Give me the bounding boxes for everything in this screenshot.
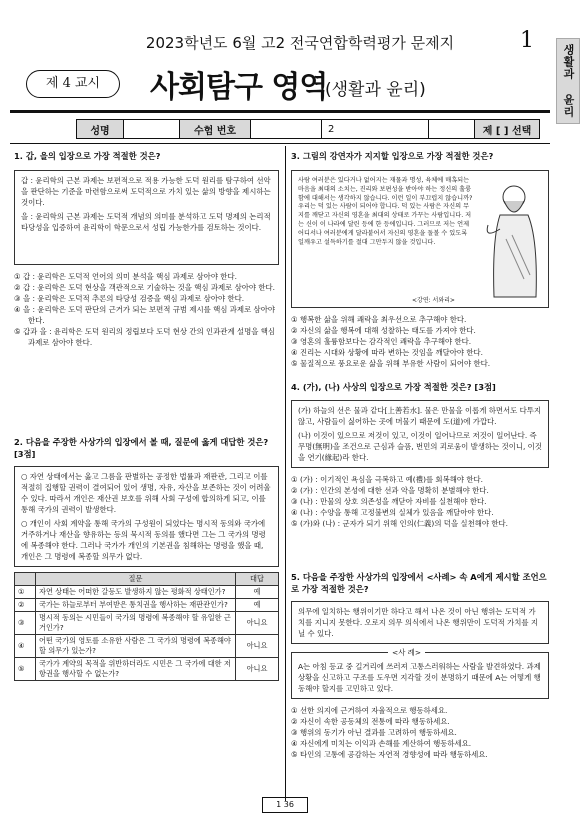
q5-case-text: A는 아침 등교 중 길거리에 쓰러져 고통스러워하는 사람을 발견하였다. 과제 상황을 신고하고 구조를 도우면 지각할 것이 분명하기 때문에 A는 어떻게 행동해야 할지를 고민하고 있다. bbox=[298, 662, 541, 693]
q1-option-1[interactable]: ① 갑 : 윤리학은 도덕적 언어의 의미 분석을 핵심 과제로 삼아야 한다. bbox=[14, 272, 237, 281]
q3-option-2[interactable]: ② 자신의 삶을 행복에 대해 성찰하는 태도를 가져야 한다. bbox=[291, 326, 476, 335]
q2-passage-2: ○ 개인이 사회 계약을 통해 국가의 구성원이 되었다는 명시적 동의와 국가에 거주하거나 재산을 향유하는 등의 묵시적 동의를 했다면 그는 그 국가의 명령에 복종해야 한다. 그러나 국가가 개인의 기본권을 침해하는 명령을 했을 때, 개인은 그 명령에 복종할 의무가 없다. bbox=[21, 519, 266, 561]
q1-option-5[interactable]: ⑤ 갑과 을 : 윤리학은 도덕 원리의 정립보다 도덕 현상 간의 인과관계 설명을 핵심 과제로 삼아야 한다. bbox=[14, 327, 275, 347]
q1-passage-eul: 을 : 윤리학의 근본 과제는 도덕적 개념의 의미를 분석하고 도덕 명제의 논리적 타당성을 입증하여 윤리학이 학문으로서 성립 가능한가를 검토하는 것이다. bbox=[21, 212, 271, 232]
q5-option-1[interactable]: ① 선한 의지에 근거하여 자율적으로 행동하세요. bbox=[291, 706, 448, 715]
table-row[interactable]: ③ 명시적 동의는 시민들이 국가의 명령에 복종해야 할 유일한 근거인가? 아니요 bbox=[15, 612, 279, 635]
table-row[interactable]: ④ 어떤 국가의 영토를 소유한 사람은 그 국가의 명령에 복종해야 할 의무가 있는가? 아니요 bbox=[15, 635, 279, 658]
q3-credit: <강연: 서와리> bbox=[412, 297, 455, 304]
q4-passage-na: (나) 이것이 있으므로 저것이 있고, 이것이 일어나므로 저것이 일어난다. 즉 무명(無明)을 조건으로 근심과 슬픔, 번민의 괴로움이 발생하는 것이니, 이것을 연기(緣起)라 한다. bbox=[298, 431, 542, 462]
q1-passage-box bbox=[14, 170, 279, 265]
info-rule bbox=[10, 143, 550, 144]
q2-table bbox=[14, 572, 279, 681]
subject-title: 사회탐구 영역 bbox=[150, 70, 328, 105]
subject-side-tab: 생활과 윤리 bbox=[556, 38, 580, 124]
session-label: 제 4 교시 bbox=[26, 70, 120, 98]
question-1 bbox=[14, 150, 279, 348]
q4-passage-ga: (가) 하늘의 선은 물과 같다[上善若水]. 물은 만물을 이롭게 하면서도 다투지 않고, 사람들이 싫어하는 곳에 머물기 때문에 도(道)에 가깝다. bbox=[298, 406, 542, 426]
q2-stem: 2. 다음을 주장한 사상가의 입장에서 볼 때, 질문에 옳게 대답한 것은? [3점] bbox=[14, 437, 269, 459]
q5-case-box bbox=[291, 648, 549, 699]
q3-stem: 3. 그림의 강연자가 지지할 입장으로 가장 적절한 것은? bbox=[291, 151, 494, 161]
q1-option-3[interactable]: ③ 을 : 윤리학은 도덕적 추론의 타당성 검증을 핵심 과제로 삼아야 한다. bbox=[14, 294, 245, 303]
name-field[interactable] bbox=[124, 120, 180, 138]
column-divider bbox=[285, 146, 286, 801]
q2-header-answer: 대답 bbox=[236, 573, 279, 586]
exam-number-field-1[interactable] bbox=[251, 120, 322, 138]
table-row[interactable]: ② 국가는 하늘로부터 부여받은 통치권을 행사하는 재판관인가? 예 bbox=[15, 599, 279, 612]
q4-option-3[interactable]: ③ (나) : 만물의 상호 의존성을 깨닫아 자비를 실천해야 한다. bbox=[291, 497, 487, 506]
q4-option-1[interactable]: ① (가) : 이기적인 욕심을 극복하고 예(禮)를 회복해야 한다. bbox=[291, 475, 483, 484]
question-5 bbox=[291, 571, 549, 760]
q3-speech-text: 사람 여러분은 있다거나 없어지는 재물과 명성, 육체에 매혹되는 마음을 최대의 소치는, 진리와 보편성을 받아야 하는 정신의 훌륭함에 대해서는 생각하지 않습니다. 이런 일이 부끄럽지 않습니까? 우리는 덕 있는 사람이 되어야 합니다. 덕 있는 사람은 자신의 무지를 깨닫고 자신의 영혼을 최대의 상태로 가꾸는 사람입니다. 저는 신이 이 나라에 달린 등에 한 등에입니다. 그러므로 저는 언제 어디서나 여러분에게 달라붙어서 자신의 영혼을 돌볼 수 있도록 일깨우고 설득하기를 절대 그만두지 않을 것입니다. bbox=[298, 177, 473, 246]
header-rule bbox=[10, 110, 550, 113]
q4-option-4[interactable]: ④ (나) : 수양을 통해 고정불변의 실체가 있음을 깨달아야 한다. bbox=[291, 508, 494, 517]
q3-option-3[interactable]: ③ 영혼의 훌륭함보다는 감각적인 쾌락을 추구해야 한다. bbox=[291, 337, 472, 346]
q3-option-5[interactable]: ⑤ 물질적으로 풍요로운 삶을 위해 부유한 사람이 되어야 한다. bbox=[291, 359, 491, 368]
q2-passage-box bbox=[14, 466, 279, 567]
q5-option-5[interactable]: ⑤ 타인의 고통에 공감하는 자연적 경향성에 따라 행동하세요. bbox=[291, 750, 488, 759]
q5-passage-box: 의무에 일치하는 행위이기만 하다고 해서 나온 것이 아닌 행위는 도덕적 가치를 지니지 못한다. 오로지 의무 의식에서 나온 행위만이 도덕적 가치를 지닐 수 있다. bbox=[291, 601, 549, 644]
q4-option-5[interactable]: ⑤ (가)와 (나) : 군자가 되기 위해 인의(仁義)의 덕을 실천해야 한다. bbox=[291, 519, 508, 528]
page-footer: 1 36 bbox=[262, 797, 308, 813]
q1-option-2[interactable]: ② 갑 : 윤리학은 도덕 현상을 객관적으로 기술하는 것을 핵심 과제로 삼아야 한다. bbox=[14, 283, 275, 292]
q3-option-1[interactable]: ① 행복한 삶을 위해 쾌락을 최우선으로 추구해야 한다. bbox=[291, 315, 467, 324]
q2-header-question: 질문 bbox=[36, 573, 236, 586]
name-label: 성명 bbox=[77, 120, 124, 138]
q1-stem: 1. 갑, 을의 입장으로 가장 적절한 것은? bbox=[14, 151, 161, 161]
table-row[interactable]: ⑤ 국가가 계약의 목적을 위반하더라도 시민은 그 국가에 대한 저항권을 행사할 수 없는가? 아니요 bbox=[15, 658, 279, 681]
q5-option-2[interactable]: ② 자신이 속한 공동체의 전통에 따라 행동하세요. bbox=[291, 717, 450, 726]
q5-stem: 5. 다음을 주장한 사상가의 입장에서 <사례> 속 A에게 제시할 조언으로 가장 적절한 것은? bbox=[291, 572, 547, 594]
exam-number-field-2[interactable] bbox=[429, 120, 475, 138]
philosopher-illustration bbox=[478, 179, 546, 303]
info-row bbox=[76, 119, 540, 139]
q3-figure bbox=[291, 170, 549, 308]
q5-option-4[interactable]: ④ 자신에게 미치는 이익과 손해를 계산하여 행동하세요. bbox=[291, 739, 472, 748]
q2-passage-1: ○ 자연 상태에서는 옳고 그름을 판별하는 공정한 법률과 재판관, 그리고 이를 적절히 집행할 권력이 결여되어 있어 생명, 자유, 자산을 보존하는 것이 어려울 수 있다. 따라서 개인은 재산권 보호를 위해 사회 구성에 합의하게 되고, 이를 통해 국가의 권력이 발생한다. bbox=[21, 472, 271, 514]
exam-number-mid: 2 bbox=[322, 120, 429, 138]
q3-option-4[interactable]: ④ 진리는 시대와 상황에 따라 변하는 것임을 깨달아야 한다. bbox=[291, 348, 483, 357]
q1-passage-gap: 갑 : 윤리학의 근본 과제는 보편적으로 적용 가능한 도덕 원리를 탐구하여 선악을 판단하는 기준을 마련함으로써 도덕적으로 가치 있는 삶의 방향을 제시하는 것이다. bbox=[21, 176, 271, 207]
q4-passage-box bbox=[291, 400, 549, 468]
q1-option-4[interactable]: ④ 을 : 윤리학은 도덕 판단의 근거가 되는 보편적 규범 제시를 핵심 과제로 삼아야 한다. bbox=[14, 305, 275, 325]
select-label: 제 [ ] 선택 bbox=[475, 120, 539, 138]
question-4 bbox=[291, 381, 549, 529]
q5-case-title: <사 례> bbox=[388, 647, 425, 658]
q4-stem: 4. (가), (나) 사상의 입장으로 가장 적절한 것은? [3점] bbox=[291, 382, 496, 392]
question-3 bbox=[291, 150, 549, 369]
exam-number-label: 수험 번호 bbox=[180, 120, 251, 138]
q5-option-3[interactable]: ③ 행위의 동기가 아닌 결과를 고려하여 행동하세요. bbox=[291, 728, 457, 737]
page-number: 1 bbox=[520, 28, 534, 53]
question-2 bbox=[14, 436, 279, 681]
exam-title: 2023학년도 6월 고2 전국연합학력평가 문제지 bbox=[145, 34, 455, 52]
subject-subtitle: (생활과 윤리) bbox=[325, 80, 426, 100]
q4-option-2[interactable]: ② (가) : 인간의 본성에 대한 선과 악을 명확히 분별해야 한다. bbox=[291, 486, 489, 495]
table-row[interactable]: ① 자연 상태는 어떠한 갈등도 발생하지 않는 평화적 상태인가? 예 bbox=[15, 586, 279, 599]
